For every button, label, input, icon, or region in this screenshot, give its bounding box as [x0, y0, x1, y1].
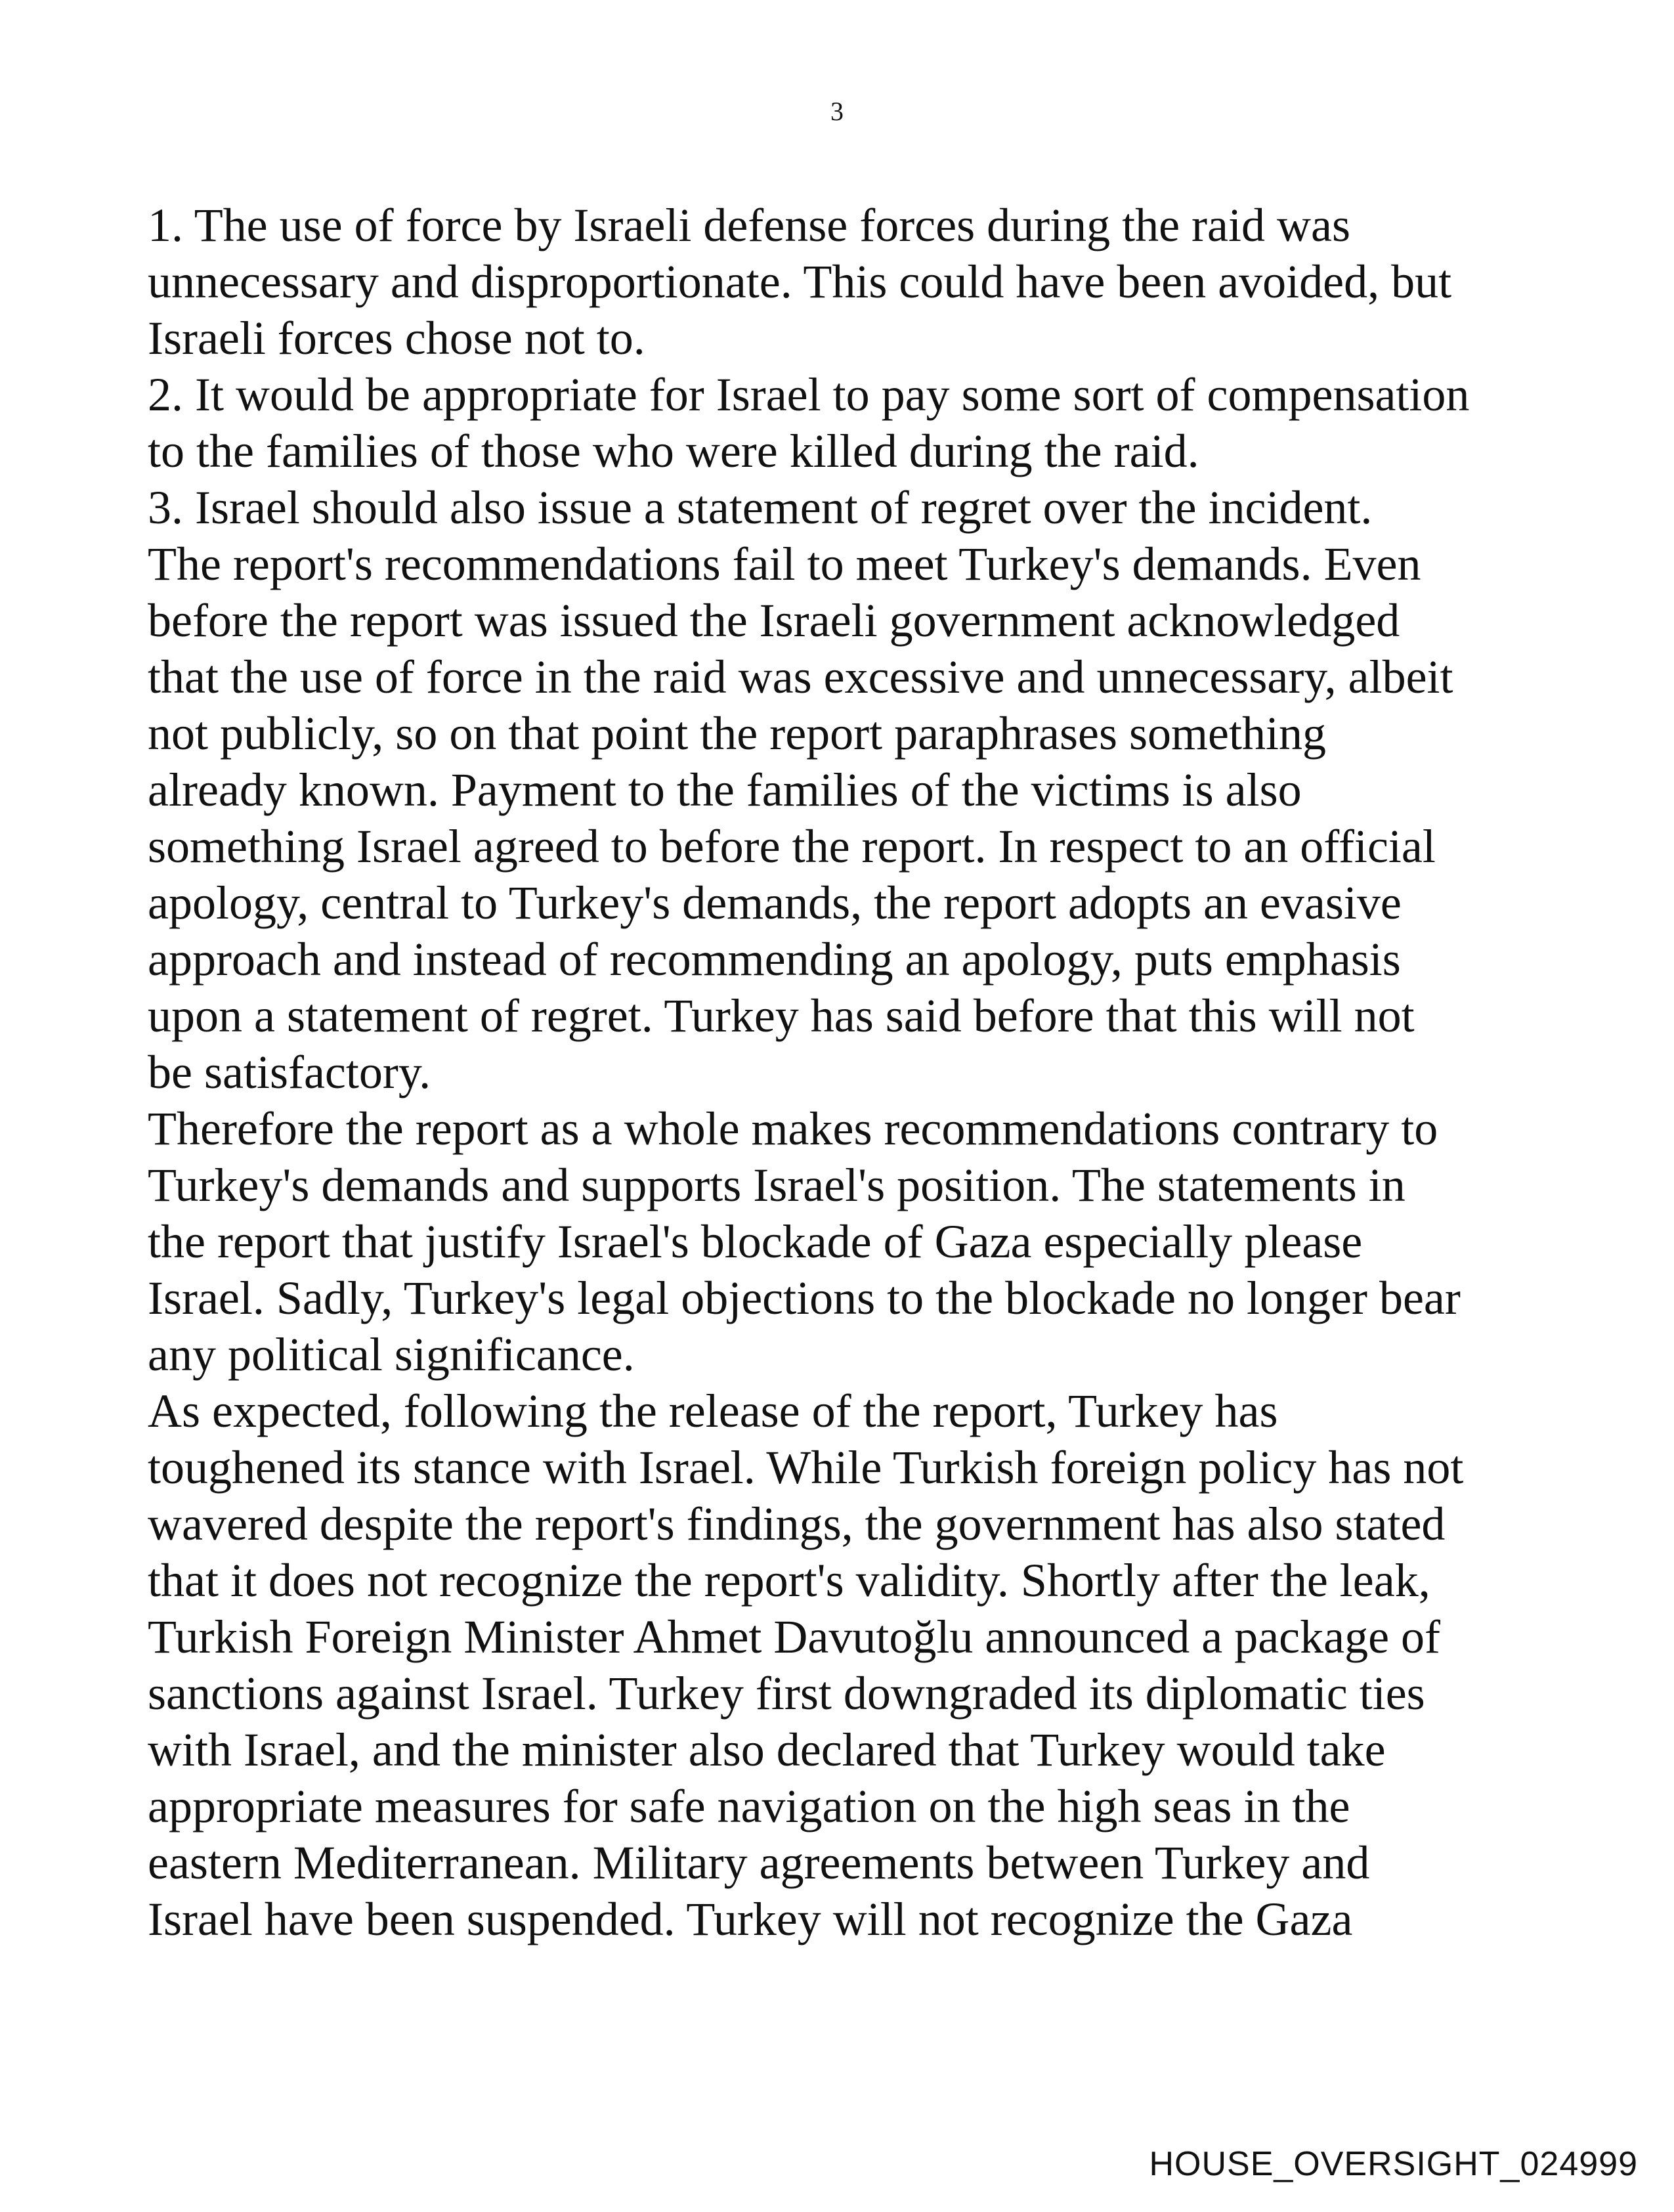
text-line: with Israel, and the minister also declared that Turkey would take — [148, 1724, 1386, 1776]
text-line: approach and instead of recommending an apology, puts emphasis — [148, 933, 1401, 986]
text-line: before the report was issued the Israeli government acknowledged — [148, 594, 1400, 647]
text-line: be satisfactory. — [148, 1046, 431, 1098]
text-line: As expected, following the release of the report, Turkey has — [148, 1385, 1278, 1437]
text-line: Turkey's demands and supports Israel's position. The statements in — [148, 1159, 1406, 1211]
text-line: unnecessary and disproportionate. This could have been avoided, but — [148, 255, 1452, 308]
document-id-footer: HOUSE_OVERSIGHT_024999 — [1149, 2145, 1638, 2183]
text-line: upon a statement of regret. Turkey has said before that this will not — [148, 989, 1415, 1042]
text-line: that it does not recognize the report's validity. Shortly after the leak, — [148, 1554, 1430, 1607]
page-number: 3 — [830, 97, 844, 126]
text-line: Turkish Foreign Minister Ahmet Davutoğlu announced a package of — [148, 1611, 1440, 1663]
text-line: 1. The use of force by Israeli defense forces during the raid was — [148, 199, 1350, 251]
text-line: Therefore the report as a whole makes recommendations contrary to — [148, 1102, 1438, 1155]
text-line: wavered despite the report's findings, the government has also stated — [148, 1498, 1446, 1550]
text-line: to the families of those who were killed during the raid. — [148, 425, 1199, 477]
text-line: Israel have been suspended. Turkey will not recognize the Gaza — [148, 1893, 1353, 1945]
document-body — [148, 197, 1592, 1947]
text-line: eastern Mediterranean. Military agreements between Turkey and — [148, 1836, 1370, 1889]
text-line: something Israel agreed to before the report. In respect to an official — [148, 820, 1436, 873]
text-line: toughened its stance with Israel. While Turkish foreign policy has not — [148, 1441, 1464, 1494]
text-line: sanctions against Israel. Turkey first downgraded its diplomatic ties — [148, 1667, 1425, 1720]
text-line: Israeli forces chose not to. — [148, 312, 645, 364]
text-line: any political significance. — [148, 1328, 635, 1381]
text-line: already known. Payment to the families of the victims is also — [148, 764, 1302, 816]
text-line: not publicly, so on that point the report paraphrases something — [148, 707, 1326, 760]
text-line: that the use of force in the raid was excessive and unnecessary, albeit — [148, 651, 1453, 703]
text-line: appropriate measures for safe navigation on the high seas in the — [148, 1780, 1350, 1832]
text-line: Israel. Sadly, Turkey's legal objections to the blockade no longer bear — [148, 1272, 1461, 1324]
text-line: The report's recommendations fail to meet Turkey's demands. Even — [148, 538, 1421, 590]
text-line: the report that justify Israel's blockade of Gaza especially please — [148, 1215, 1363, 1268]
text-line: 2. It would be appropriate for Israel to pay some sort of compensation — [148, 368, 1470, 421]
text-line: 3. Israel should also issue a statement of regret over the incident. — [148, 481, 1373, 534]
text-line: apology, central to Turkey's demands, the report adopts an evasive — [148, 877, 1402, 929]
